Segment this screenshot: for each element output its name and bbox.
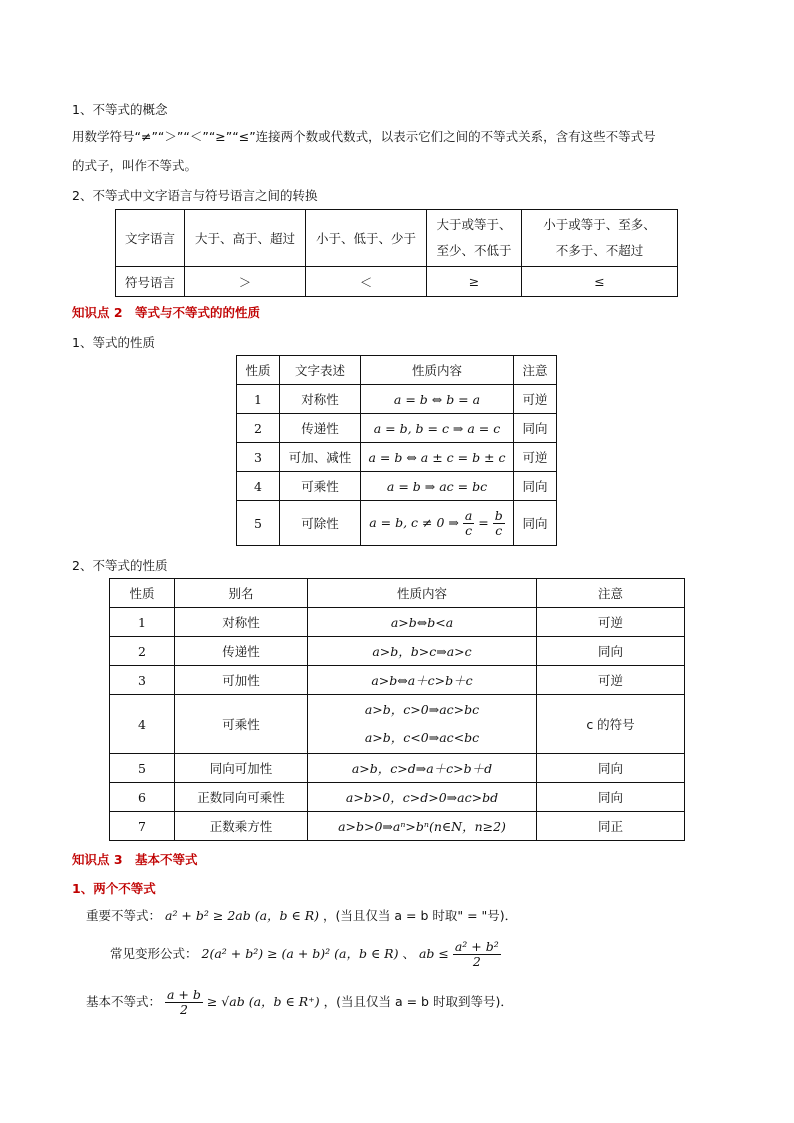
cell-name: 可除性 [280,501,361,546]
fraction-denominator: c [495,522,503,538]
cell-text [427,210,522,267]
formula: a² + b² ≥ 2ab [165,908,251,923]
fraction [453,940,501,969]
section-title-inequality-properties: 2、不等式的性质 [72,558,168,573]
fraction [165,988,203,1017]
cell-note: 同向 [514,472,557,501]
basic-inequality-line [86,988,513,1017]
table-row [110,783,685,812]
fraction-numerator: a [464,507,473,523]
table-row [110,637,685,666]
cell-content [361,501,514,546]
conversion-table [115,209,678,297]
cell-symbol: ≥ [427,267,522,297]
cell-note: 同向 [537,637,685,666]
cell-name: 可加、减性 [280,443,361,472]
paragraph-line-2: 的式子，叫作不等式。 [72,158,198,173]
cell-note: 同向 [537,754,685,783]
formula: 2(a² + b²) ≥ (a + b)² [201,945,331,961]
cell-content: a>b，b>c⇒a>c [308,637,537,666]
fraction [463,509,474,538]
fraction-numerator: b [494,507,503,523]
section-title-inequality-concept: 1、不等式的概念 [72,102,168,117]
note: ，(当且仅当 a = b 时取" = "号)． [323,908,518,923]
label: 基本不等式： [86,993,162,1009]
table-row [237,414,557,443]
cell-text: 大于、高于、超过 [185,210,306,267]
cell-note: c 的符号 [537,695,685,754]
cell-text-line: 不多于、不超过 [555,243,644,258]
table-row [110,754,685,783]
cell-symbol: ≤ [522,267,678,297]
cell-name: 可乘性 [280,472,361,501]
cell-note: 同向 [537,783,685,812]
cell-name: 对称性 [175,608,308,637]
cell-no: 4 [237,472,280,501]
cell-symbol: ＜ [306,267,427,297]
cell-name: 可乘性 [175,695,308,754]
paragraph-line-1: 用数学符号“≠”“＞”“＜”“≥”“≤”连接两个数或代数式，以表示它们之间的不等式关系，含有这些不等式号 [72,129,656,144]
cell-text-line: 小于或等于、至多、 [543,217,656,232]
section-title-language-conversion: 2、不等式中文字语言与符号语言之间的转换 [72,188,318,203]
cell-content: a>b>0，c>d>0⇒ac>bd [308,783,537,812]
common-variant-line [110,940,501,969]
formula-part: = [478,514,489,530]
cell-name: 传递性 [280,414,361,443]
cell-text [522,210,678,267]
section-title-equality-properties: 1、等式的性质 [72,335,155,350]
column-header: 别名 [175,579,308,608]
column-header: 性质内容 [308,579,537,608]
cell-content: a = b, b = c ⇒ a = c [361,414,514,443]
cell-content-line: a>b，c>0⇒ac>bc [364,702,480,717]
cell-content [308,695,537,754]
formula-part: ab ≤ [418,945,449,961]
formula-domain: (a，b ∈ R⁺) [248,993,320,1009]
fraction-denominator: c [465,522,473,538]
cell-content: a = b ⇔ b = a [361,385,514,414]
cell-symbol: ＞ [185,267,306,297]
cell-no: 6 [110,783,175,812]
table-row [110,812,685,841]
row-header-text-language: 文字语言 [116,210,185,267]
column-header: 文字表述 [280,356,361,385]
cell-text-line: 至少、不低于 [436,243,512,258]
heading-knowledge-point-3: 知识点 3 基本不等式 [72,852,198,867]
table-row [116,210,678,267]
cell-no: 1 [110,608,175,637]
table-header-row [110,579,685,608]
fraction-denominator: 2 [472,953,481,969]
cell-note: 可逆 [537,666,685,695]
subheading-two-inequalities: 1、两个不等式 [72,881,156,896]
cell-no: 1 [237,385,280,414]
equality-properties-table [236,355,557,546]
column-header: 性质 [237,356,280,385]
formula-part: ≥ √ab [206,993,245,1009]
cell-note: 同正 [537,812,685,841]
cell-content: a>b⇔b<a [308,608,537,637]
row-header-symbol-language: 符号语言 [116,267,185,297]
cell-note: 可逆 [514,443,557,472]
column-header: 注意 [537,579,685,608]
column-header: 性质 [110,579,175,608]
cell-note: 可逆 [514,385,557,414]
cell-text-line: 大于或等于、 [436,217,512,232]
cell-no: 2 [237,414,280,443]
important-inequality-line [86,906,517,924]
cell-note: 同向 [514,501,557,546]
note: ，(当且仅当 a = b 时取到等号)． [323,993,513,1009]
fraction-numerator: a + b [167,987,201,1002]
table-row [237,472,557,501]
separator: 、 [402,945,415,961]
cell-content-line: a>b，c<0⇒ac<bc [364,730,480,745]
inequality-properties-table [109,578,685,841]
label: 常见变形公式： [110,945,198,961]
label: 重要不等式： [86,908,162,923]
fraction-numerator: a² + b² [454,939,499,954]
fraction-denominator: 2 [179,1001,188,1017]
cell-no: 2 [110,637,175,666]
cell-note: 同向 [514,414,557,443]
cell-content: a = b ⇔ a ± c = b ± c [361,443,514,472]
formula-domain: (a，b ∈ R) [334,945,399,961]
cell-note: 可逆 [537,608,685,637]
fraction [493,509,505,538]
cell-no: 5 [237,501,280,546]
cell-content: a>b⇔a＋c>b＋c [308,666,537,695]
table-row [110,666,685,695]
cell-name: 正数乘方性 [175,812,308,841]
cell-content: a>b>0⇒aⁿ>bⁿ(n∈N，n≥2) [308,812,537,841]
table-row [237,501,557,546]
cell-name: 可加性 [175,666,308,695]
cell-name: 对称性 [280,385,361,414]
cell-no: 3 [110,666,175,695]
cell-no: 7 [110,812,175,841]
cell-no: 5 [110,754,175,783]
table-row [237,443,557,472]
cell-no: 3 [237,443,280,472]
table-row [110,608,685,637]
table-row [116,267,678,297]
formula-part: a = b, c ≠ 0 ⇒ [369,514,459,530]
cell-name: 传递性 [175,637,308,666]
table-row [237,385,557,414]
column-header: 注意 [514,356,557,385]
table-header-row [237,356,557,385]
cell-name: 正数同向可乘性 [175,783,308,812]
cell-name: 同向可加性 [175,754,308,783]
heading-knowledge-point-2: 知识点 2 等式与不等式的的性质 [72,305,261,320]
cell-content: a = b ⇒ ac = bc [361,472,514,501]
formula-domain: (a，b ∈ R) [254,908,320,923]
table-row [110,695,685,754]
cell-text: 小于、低于、少于 [306,210,427,267]
cell-content: a>b，c>d⇒a＋c>b＋d [308,754,537,783]
cell-no: 4 [110,695,175,754]
column-header: 性质内容 [361,356,514,385]
